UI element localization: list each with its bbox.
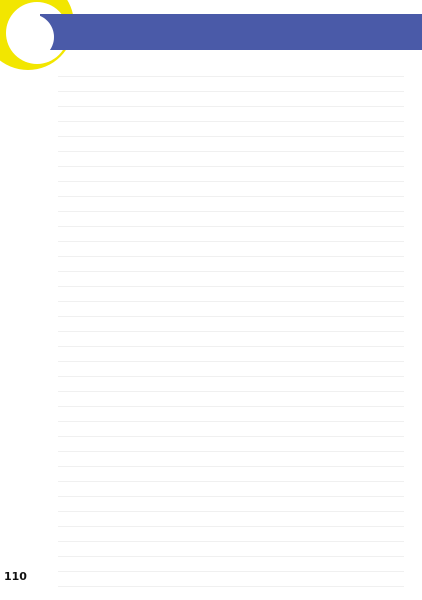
body-line (58, 287, 404, 302)
body-line (58, 332, 404, 347)
body-line (58, 167, 404, 182)
header-band (40, 14, 422, 50)
body-line (58, 92, 404, 107)
body-line (58, 482, 404, 497)
document-body (58, 62, 404, 587)
body-line (58, 422, 404, 437)
body-line (58, 122, 404, 137)
body-line (58, 227, 404, 242)
body-line (58, 512, 404, 527)
body-line (58, 377, 404, 392)
body-line (58, 302, 404, 317)
body-line (58, 182, 404, 197)
page-number: 110 (4, 570, 27, 583)
body-line (58, 497, 404, 512)
body-line (58, 527, 404, 542)
body-line (58, 152, 404, 167)
body-line (58, 107, 404, 122)
body-line (58, 452, 404, 467)
body-line (58, 437, 404, 452)
body-line (58, 467, 404, 482)
body-line (58, 272, 404, 287)
body-line (58, 317, 404, 332)
body-line (58, 257, 404, 272)
body-line (58, 242, 404, 257)
body-line (58, 347, 404, 362)
body-line (58, 62, 404, 77)
section-title-badge (8, 14, 54, 60)
body-line (58, 212, 404, 227)
body-line (58, 407, 404, 422)
body-line (58, 362, 404, 377)
body-line (58, 392, 404, 407)
body-line (58, 77, 404, 92)
body-line (58, 137, 404, 152)
body-line (58, 557, 404, 572)
body-line (58, 197, 404, 212)
body-line (58, 572, 404, 587)
body-line (58, 542, 404, 557)
